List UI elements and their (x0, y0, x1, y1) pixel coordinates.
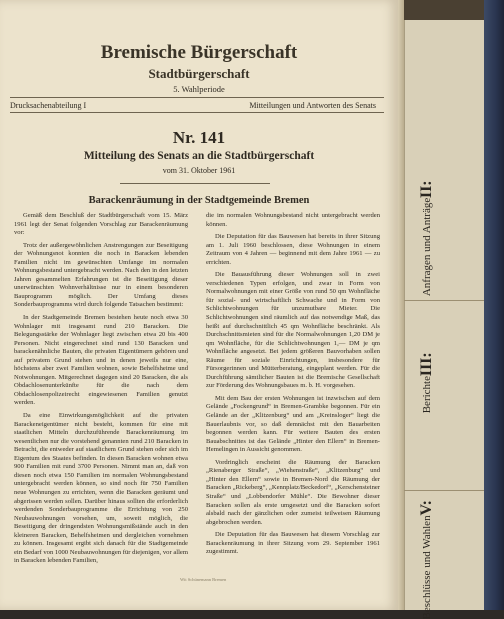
document-title: Mitteilung des Senats an die Stadtbürgerschaft (83, 150, 315, 162)
text-column-left (14, 212, 188, 570)
paragraph: Da eine Einwirkungsmöglichkeit auf die privaten Barackeneigentümer nicht besteht, kommen für eine mit staatlichen Mitteln durchzuführende Barackenräumung im wesentlichen nur die vorstehend genannten rund 210 Baracken in Betracht, die entweder auf staatlichem Grund stehen oder sich im Eigentum des Staates befinden. In diesen Baracken wohnen etwa 900 Familien mit rund 3700 Personen. Nimmt man an, daß von diesen noch etwa 150 Familien im normalen Wohnungsbestand untergebracht werden können, so sind noch für 750 Familien neue Wohnungen zu errichten, wenn die Baracken geräumt und abgerissen werden sollen. Darüber hinaus sollten die erforderlich werdenden Sonderbauprogramme die Errichtung von 250 Neubauwohnungen vorsehen, um, soweit möglich, die Beseitigung der dringendsten Wohnungsmißstände auch in den kleineren Baracken, Behelfsheimen und dergleichen vornehmen zu können. Insgesamt ergibt sich danach für die Stadtgemeinde ein Bedarf von 1000 Neubauwohnungen für diejenigen, vor allem in Baracken lebenden Familien, (14, 412, 188, 565)
tab-beschluesse[interactable] (418, 500, 436, 619)
tab-divider (404, 490, 484, 491)
paragraph: Die Bauausführung dieser Wohnungen soll in zwei verschiedenen Typen erfolgen, und zwar in Form von Normalwohnungen mit einer Größe von rund 50 qm Wohnfläche für sozial- und wirtschaftlich Schwache und in Form von Schlichtwohnungen für unzumutbare Mieter. Die Schlichtwohnungen sind räumlich auf das notwendige Maß, das heißt auf durchschnittlich 45 qm Wohnfläche beschränkt. Als Durchschnittsmieten sind für die Normalwohnungen 1,20 DM je qm Wohnfläche, für die Schlichtwohnungen 1,— DM je qm Wohnfläche angesetzt. Bei jedem größeren Bauvorhaben sollen Räume für soziale Einrichtungen, insbesondere für Fürsorgerinnen und Mütterberatung, eingeplant werden. Für die Durchführung sämtlicher Bauten ist die Bremische Gesellschaft zur Förderung des Wohnungsbaues m. b. H. vorgesehen. (206, 271, 380, 390)
header-rule-top (10, 97, 384, 98)
paragraph: In der Stadtgemeinde Bremen bestehen heute noch etwa 30 Wohnlager mit insgesamt rund 210 Baracken. Die Belegungsstärke der Wohnlager liegt zwischen etwa 20 bis 400 Personen. Nicht eingerechnet sind rund 130 Baracken und barackenähnliche Bauten, die privaten Eigentümern gehören und auf privatem Grund stehen und in denen jeweils nur eine, höchstens aber zwei Familien wohnen, sowie Behelfsheime und Notwohnungen. Mitgerechnet dagegen sind 20 Baracken, die als Obdachlosenunterkünfte für die nach dem Obdachlosenpolizeirecht eingewiesenen Familien genutzt werden. (14, 314, 188, 407)
text-column-right (206, 212, 380, 561)
tab-label-text: Anfragen und Anträge (421, 197, 433, 297)
tab-label-text: Berichte (421, 376, 433, 414)
header-rule-bottom (10, 112, 384, 113)
election-period: 5. Wahlperiode (173, 84, 225, 94)
section-title: Barackenräumung in der Stadtgemeinde Bremen (88, 195, 310, 206)
paragraph: Mit dem Bau der ersten Wohnungen ist inzwischen auf dem Gelände „Fockengrund“ in Bremen-Grambke begonnen. Für ein Gelände an der „Klitzenburg“ und am „Kreinsloger“ liegt die Bauerlaubnis vor, so daß demnächst mit den Bauarbeiten begonnen werden kann. Für weitere Bauten des ersten Bauabschnittes ist das Gelände „Hinter den Ellern“ in Bremen-Hemelingen in Aussicht genommen. (206, 394, 380, 454)
paragraph: Gemäß dem Beschluß der Stadtbürgerschaft vom 15. März 1961 legt der Senat folgenden Vorschlag zur Barackenräumung vor: (14, 212, 188, 237)
printer-note: Wit Schünemann Bremen (180, 577, 227, 582)
binder-top (404, 0, 484, 20)
document-number: Nr. 141 (172, 128, 226, 147)
register-tabs (404, 20, 485, 610)
binder-cover (484, 0, 504, 610)
tab-roman-numeral: II: (418, 180, 435, 198)
tab-roman-numeral: V: (418, 500, 435, 516)
parliament-subtitle: Stadtbürgerschaft (148, 66, 250, 81)
tab-antraege[interactable] (418, 180, 436, 296)
category-label: Mitteilungen und Antworten des Senats (249, 101, 376, 110)
paragraph: Vordringlich erscheint die Räumung der Baracken „Rienaberger Straße“, „Wiehenstraße“, „Klitzenburg“ und „Hinter den Ellern“ sowie in Bremen-Nord die Räumung der Baracken „Rickeberg“, „Kennplatz/Beckedorf“, „Kerschensteiner Straße“ und „Lobbendorfer Mühle“. Die Bewohner dieser Baracken sollen als erste umgesetzt und die Baracken sofort alsbald nach der gänzlichen oder zumeist teilweisen Räumung abgebrochen werden. (206, 458, 380, 526)
paragraph: Trotz der außergewöhnlichen Anstrengungen zur Beseitigung der Wohnungsnot konnten die noch in Baracken lebenden Familien nicht im gewünschten Umfange im normalen Wohnungsbestand untergebracht werden. Nach den in den letzten Jahren gesammelten Erfahrungen ist die Beseitigung dieser unerwünschten Wohnverhältnisse nur in einem besonderen Bauprogramm möglich. Der Umfang dieses Sonderbauprogramms wird durch folgende Tatsachen bestimmt: (14, 241, 188, 309)
title-divider (120, 183, 270, 184)
tab-roman-numeral: III: (418, 352, 435, 377)
paragraph: die im normalen Wohnungsbestand nicht untergebracht werden können. (206, 212, 380, 228)
tab-divider (404, 300, 484, 301)
tab-berichte[interactable] (418, 352, 436, 413)
paragraph: Die Deputation für das Bauwesen hat diesem Vorschlag zur Barackenräumung in ihrer Sitzung vom 29. September 1961 zugestimmt. (206, 531, 380, 556)
tab-label-text: Beschlüsse und Wahlen (421, 515, 433, 619)
parliament-title: Bremische Bürgerschaft (100, 42, 298, 63)
department-label: Drucksachenabteilung I (10, 101, 87, 110)
document-date: vom 31. Oktober 1961 (162, 166, 236, 175)
paragraph: Die Deputation für das Bauwesen hat bereits in ihrer Sitzung am 1. Juli 1960 beschlossen, diese Wohnungen in einem Zeitraum von 4 Jahren — beginnend mit dem Jahre 1961 — zu errichten. (206, 233, 380, 266)
